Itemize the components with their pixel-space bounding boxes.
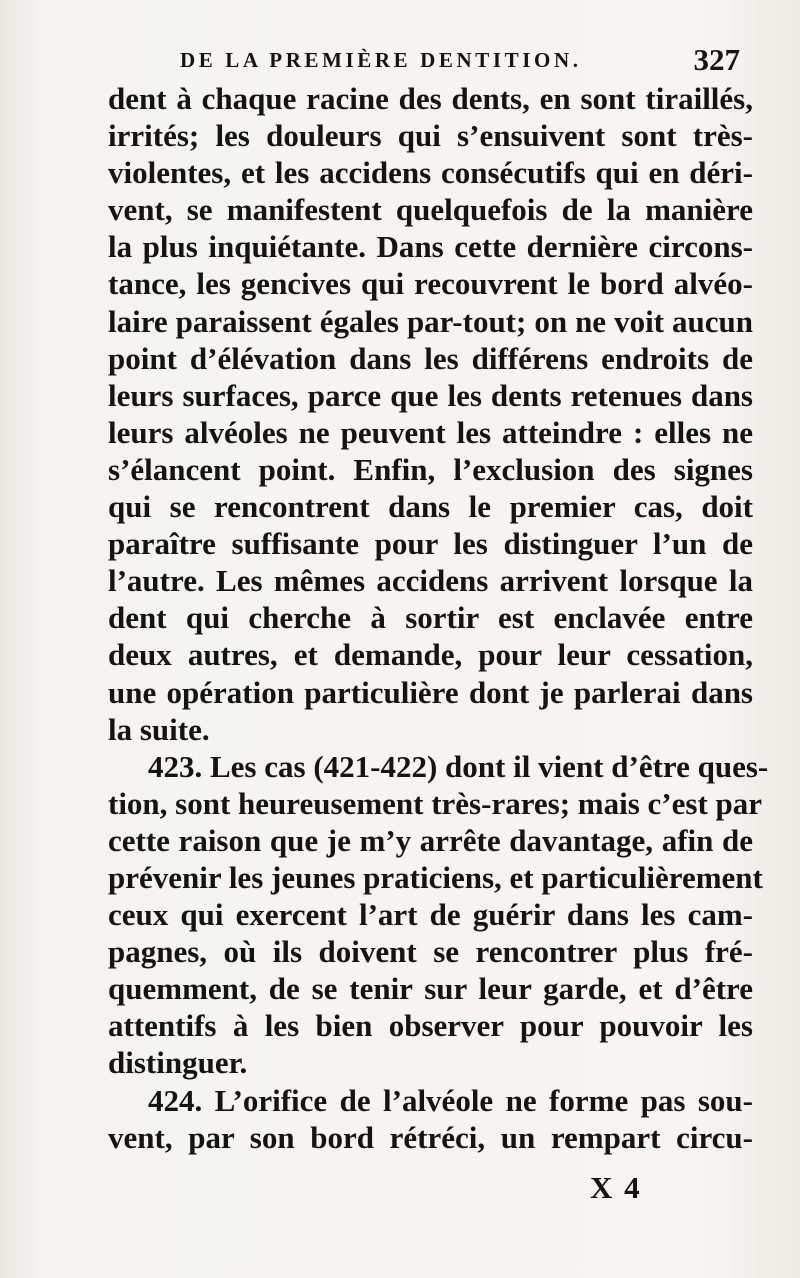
- text-line: prévenir les jeunes praticiens, et particulièrement: [108, 859, 763, 895]
- text-line: tion, sont heureusement très-rares; mais c’est par: [108, 785, 763, 821]
- text-line: l’autre. Les mêmes accidens arrivent lorsque la: [108, 563, 753, 599]
- text-line: leurs surfaces, parce que les dents retenues dans: [108, 377, 753, 413]
- text-line: quemment, de se tenir sur leur garde, et d’être: [108, 971, 753, 1007]
- text-line: distinguer.: [108, 1045, 248, 1081]
- text-line: cette raison que je m’y arrête davantage, afin de: [108, 822, 753, 858]
- text-line: vent, par son bord rétréci, un rempart circu-: [108, 1119, 753, 1155]
- paragraph-start-line: 424. L’orifice de l’alvéole ne forme pas sou-: [148, 1082, 753, 1118]
- text-line: tance, les gencives qui recouvrent le bord alvéo-: [108, 266, 753, 302]
- text-line: leurs alvéoles ne peuvent les atteindre : elles ne: [108, 414, 753, 450]
- text-line: attentifs à les bien observer pour pouvoir les: [108, 1008, 753, 1044]
- running-head: DE LA PREMIÈRE DENTITION.: [180, 48, 582, 72]
- body-text: [108, 80, 769, 1156]
- paragraph-start-line: 423. Les cas (421-422) dont il vient d’être ques-: [148, 748, 769, 784]
- text-line: dent à chaque racine des dents, en sont tiraillés,: [108, 81, 753, 116]
- text-line: point d’élévation dans les différens endroits de: [108, 340, 753, 376]
- text-line: laire paraissent égales par-tout; on ne voit aucun: [108, 303, 753, 339]
- text-line: pagnes, où ils doivent se rencontrer plus fré-: [108, 934, 753, 970]
- text-line: la suite.: [108, 711, 210, 747]
- text-line: deux autres, et demande, pour leur cessation,: [108, 637, 753, 673]
- text-line: qui se rencontrent dans le premier cas, doit: [108, 489, 753, 525]
- page-header: [180, 44, 770, 84]
- page-number: 327: [693, 42, 740, 77]
- signature-mark: X 4: [590, 1170, 642, 1205]
- text-line: irrités; les douleurs qui s’ensuivent sont très-: [108, 118, 753, 154]
- text-line: s’élancent point. Enfin, l’exclusion des signes: [108, 451, 753, 487]
- text-line: dent qui cherche à sortir est enclavée entre: [108, 600, 753, 636]
- text-line: la plus inquiétante. Dans cette dernière circons-: [108, 229, 753, 265]
- text-line: paraître suffisante pour les distinguer l’un de: [108, 526, 753, 562]
- text-line: vent, se manifestent quelquefois de la manière: [108, 192, 753, 228]
- text-line: violentes, et les accidens consécutifs qui en déri-: [108, 155, 753, 191]
- text-line: une opération particulière dont je parlerai dans: [108, 674, 753, 710]
- text-line: ceux qui exercent l’art de guérir dans les cam-: [108, 897, 753, 933]
